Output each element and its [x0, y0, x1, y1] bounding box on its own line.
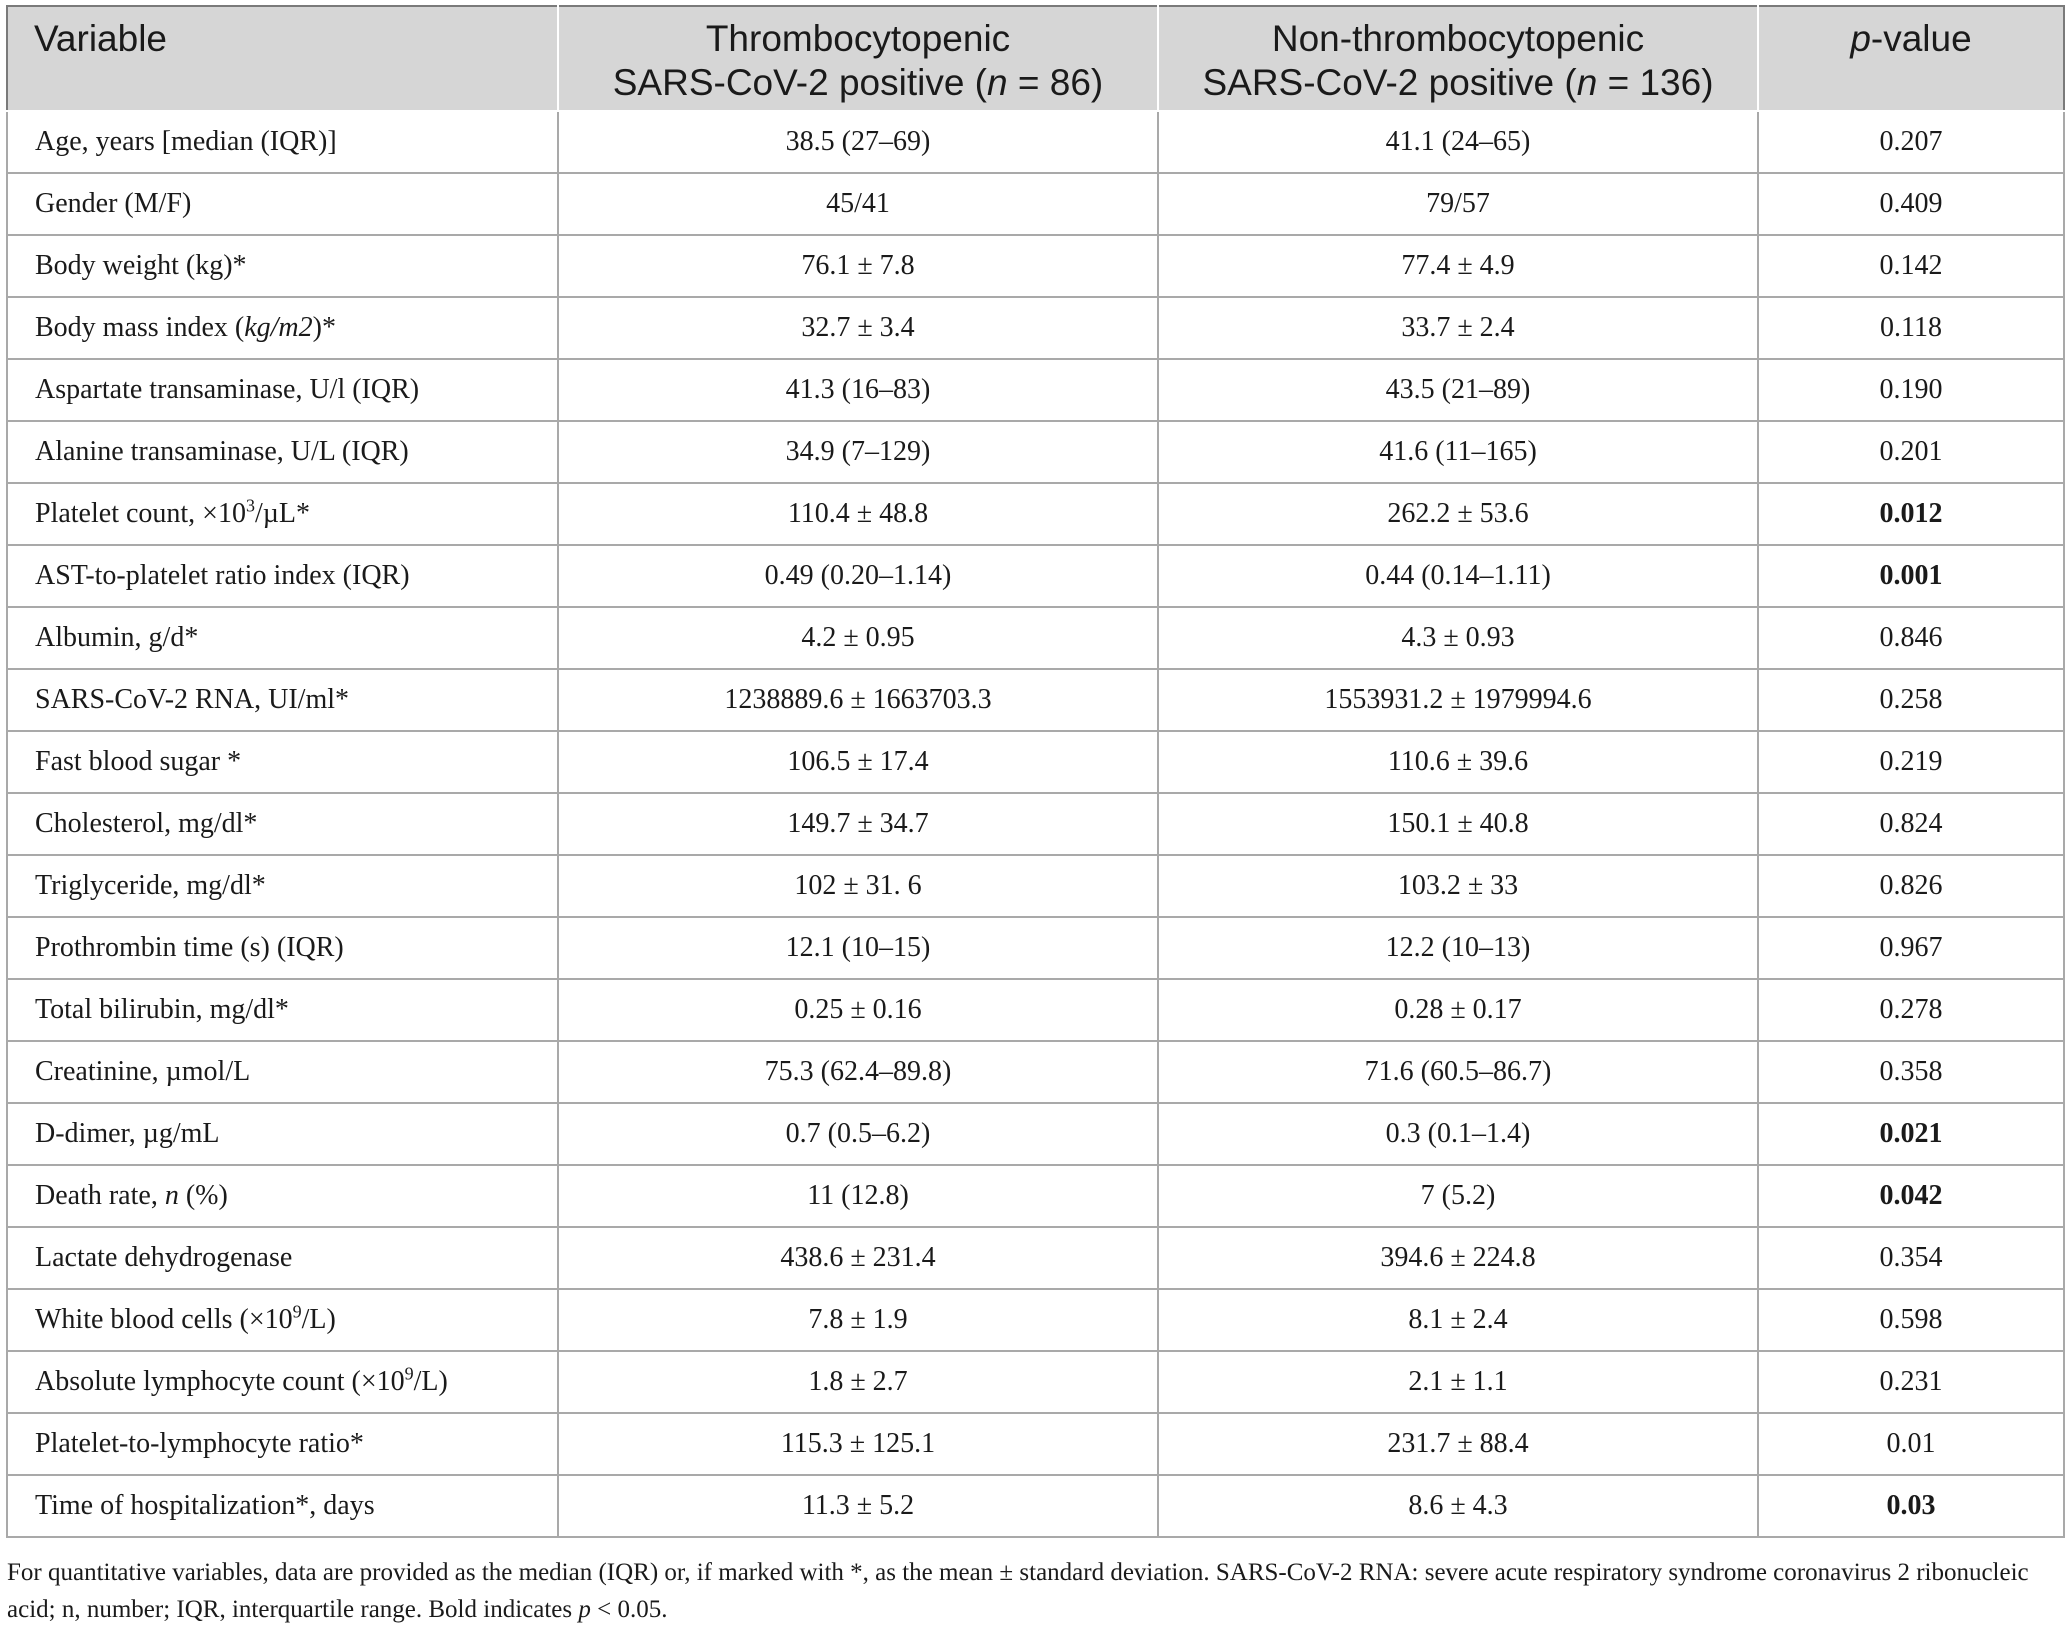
- table-row: [7, 979, 2064, 1041]
- cell-thrombocytopenic: 438.6 ± 231.4: [558, 1227, 1158, 1289]
- table-row: [7, 607, 2064, 669]
- cell-non-thrombocytopenic: 79/57: [1158, 173, 1758, 235]
- cell-p-value: 0.118: [1758, 297, 2064, 359]
- cell-non-thrombocytopenic: 103.2 ± 33: [1158, 855, 1758, 917]
- table-row: [7, 731, 2064, 793]
- table-row: [7, 359, 2064, 421]
- table-row: [7, 545, 2064, 607]
- cell-variable: [7, 1289, 558, 1351]
- cell-p-value: 0.042: [1758, 1165, 2064, 1227]
- cell-non-thrombocytopenic: 394.6 ± 224.8: [1158, 1227, 1758, 1289]
- cell-thrombocytopenic: 106.5 ± 17.4: [558, 731, 1158, 793]
- cell-non-thrombocytopenic: 150.1 ± 40.8: [1158, 793, 1758, 855]
- cell-non-thrombocytopenic: 0.44 (0.14–1.11): [1158, 545, 1758, 607]
- cell-non-thrombocytopenic: 0.3 (0.1–1.4): [1158, 1103, 1758, 1165]
- cell-thrombocytopenic: 12.1 (10–15): [558, 917, 1158, 979]
- table-header: [7, 6, 2064, 111]
- cell-non-thrombocytopenic: 0.28 ± 0.17: [1158, 979, 1758, 1041]
- header-p-italic: p: [1850, 18, 1871, 59]
- table-row: [7, 483, 2064, 545]
- table-row: [7, 1227, 2064, 1289]
- cell-p-value: 0.012: [1758, 483, 2064, 545]
- cell-variable: [7, 1165, 558, 1227]
- cell-variable-sup: 9: [292, 1301, 302, 1322]
- cell-p-value: 0.826: [1758, 855, 2064, 917]
- header-non-thrombocytopenic-line2: [1159, 61, 1757, 105]
- header-thrombocytopenic-text: [559, 7, 1157, 105]
- cell-thrombocytopenic: 45/41: [558, 173, 1158, 235]
- cell-variable: Total bilirubin, mg/dl*: [7, 979, 558, 1041]
- table-row: [7, 793, 2064, 855]
- cell-p-value: 0.354: [1758, 1227, 2064, 1289]
- table-row: [7, 855, 2064, 917]
- cell-thrombocytopenic: 115.3 ± 125.1: [558, 1413, 1158, 1475]
- cell-non-thrombocytopenic: 41.1 (24–65): [1158, 111, 1758, 173]
- table-row: [7, 1413, 2064, 1475]
- cell-non-thrombocytopenic: 41.6 (11–165): [1158, 421, 1758, 483]
- cell-variable-sup: 3: [245, 495, 255, 516]
- cell-p-value: 0.190: [1758, 359, 2064, 421]
- cell-p-value: 0.824: [1758, 793, 2064, 855]
- cell-variable: Cholesterol, mg/dl*: [7, 793, 558, 855]
- table-row: [7, 917, 2064, 979]
- header-non-thrombocytopenic-line1: Non-thrombocytopenic: [1271, 18, 1645, 59]
- cell-non-thrombocytopenic: 2.1 ± 1.1: [1158, 1351, 1758, 1413]
- header-p-rest: -value: [1870, 18, 1972, 59]
- cell-non-thrombocytopenic: 262.2 ± 53.6: [1158, 483, 1758, 545]
- cell-variable-pre: Platelet count, ×10: [35, 498, 246, 529]
- cell-p-value: 0.001: [1758, 545, 2064, 607]
- header-thrombo-n: n: [987, 62, 1008, 103]
- document-page: [6, 5, 2063, 1628]
- footnote-text: For quantitative variables, data are provided as the median (IQR) or, if marked with *, as the mean ± standard deviation. SARS-CoV-2 RNA: severe acute respiratory syndrome coronavirus 2 ribonucleic acid; n, number; IQR, interquartile range. Bold indicates: [7, 1559, 2029, 1623]
- cell-p-value: 0.03: [1758, 1475, 2064, 1537]
- cell-variable: Triglyceride, mg/dl*: [7, 855, 558, 917]
- table-body: [7, 111, 2064, 1537]
- cell-p-value: 0.201: [1758, 421, 2064, 483]
- cell-variable: Platelet-to-lymphocyte ratio*: [7, 1413, 558, 1475]
- cell-thrombocytopenic: 1.8 ± 2.7: [558, 1351, 1158, 1413]
- cell-non-thrombocytopenic: 77.4 ± 4.9: [1158, 235, 1758, 297]
- header-p-value: [1758, 6, 2064, 111]
- header-p-value-label: [1759, 7, 2063, 61]
- cell-variable: [7, 483, 558, 545]
- cell-variable: SARS-CoV-2 RNA, UI/ml*: [7, 669, 558, 731]
- cell-p-value: 0.207: [1758, 111, 2064, 173]
- cell-p-value: 0.358: [1758, 1041, 2064, 1103]
- cell-thrombocytopenic: 1238889.6 ± 1663703.3: [558, 669, 1158, 731]
- cell-variable-pre: Death rate,: [35, 1180, 165, 1211]
- cell-thrombocytopenic: 0.7 (0.5–6.2): [558, 1103, 1158, 1165]
- cell-thrombocytopenic: 0.49 (0.20–1.14): [558, 545, 1158, 607]
- cell-thrombocytopenic: 32.7 ± 3.4: [558, 297, 1158, 359]
- cell-variable-italic: n: [164, 1180, 179, 1211]
- cell-variable: Age, years [median (IQR)]: [7, 111, 558, 173]
- cell-non-thrombocytopenic: 4.3 ± 0.93: [1158, 607, 1758, 669]
- header-non-thrombocytopenic-text: [1159, 7, 1757, 105]
- cell-variable: Body weight (kg)*: [7, 235, 558, 297]
- cell-non-thrombocytopenic: 8.6 ± 4.3: [1158, 1475, 1758, 1537]
- header-row: [7, 6, 2064, 111]
- cell-thrombocytopenic: 4.2 ± 0.95: [558, 607, 1158, 669]
- cell-thrombocytopenic: 149.7 ± 34.7: [558, 793, 1158, 855]
- header-thrombocytopenic-line2: [559, 61, 1157, 105]
- cell-variable-post: /µL*: [254, 498, 310, 529]
- results-table: [6, 5, 2065, 1538]
- cell-p-value: 0.258: [1758, 669, 2064, 731]
- table-row: [7, 1289, 2064, 1351]
- cell-p-value: 0.598: [1758, 1289, 2064, 1351]
- cell-thrombocytopenic: 34.9 (7–129): [558, 421, 1158, 483]
- header-thrombocytopenic-line1: Thrombocytopenic: [705, 18, 1011, 59]
- cell-p-value: 0.021: [1758, 1103, 2064, 1165]
- cell-p-value: 0.409: [1758, 173, 2064, 235]
- table-footnote: [6, 1554, 2062, 1628]
- cell-thrombocytopenic: 11.3 ± 5.2: [558, 1475, 1158, 1537]
- footnote-p-italic: p: [578, 1596, 591, 1623]
- table-row: [7, 1041, 2064, 1103]
- cell-p-value: 0.231: [1758, 1351, 2064, 1413]
- cell-variable: Creatinine, µmol/L: [7, 1041, 558, 1103]
- cell-non-thrombocytopenic: 231.7 ± 88.4: [1158, 1413, 1758, 1475]
- cell-non-thrombocytopenic: 110.6 ± 39.6: [1158, 731, 1758, 793]
- cell-variable-post: )*: [312, 312, 336, 343]
- cell-variable: Aspartate transaminase, U/l (IQR): [7, 359, 558, 421]
- table-row: [7, 173, 2064, 235]
- header-thrombo-line2-pre: SARS-CoV-2 positive (: [612, 62, 987, 103]
- cell-thrombocytopenic: 102 ± 31. 6: [558, 855, 1158, 917]
- header-thrombocytopenic: [558, 6, 1158, 111]
- cell-thrombocytopenic: 75.3 (62.4–89.8): [558, 1041, 1158, 1103]
- table-row: [7, 1475, 2064, 1537]
- cell-variable-post: /L): [413, 1366, 448, 1397]
- cell-thrombocytopenic: 110.4 ± 48.8: [558, 483, 1158, 545]
- cell-p-value: 0.278: [1758, 979, 2064, 1041]
- cell-variable-pre: Absolute lymphocyte count (×10: [35, 1366, 405, 1397]
- cell-variable: [7, 297, 558, 359]
- header-nonthrombo-line2-post: = 136): [1597, 62, 1714, 103]
- cell-variable: AST-to-platelet ratio index (IQR): [7, 545, 558, 607]
- header-nonthrombo-n: n: [1576, 62, 1598, 103]
- header-nonthrombo-line2-pre: SARS-CoV-2 positive (: [1202, 62, 1577, 103]
- table-row: [7, 421, 2064, 483]
- table-row: [7, 111, 2064, 173]
- cell-variable-pre: White blood cells (×10: [35, 1304, 293, 1335]
- cell-thrombocytopenic: 7.8 ± 1.9: [558, 1289, 1158, 1351]
- cell-thrombocytopenic: 38.5 (27–69): [558, 111, 1158, 173]
- cell-variable: Time of hospitalization*, days: [7, 1475, 558, 1537]
- cell-variable-post: /L): [301, 1304, 336, 1335]
- cell-variable: Fast blood sugar *: [7, 731, 558, 793]
- cell-variable: Albumin, g/d*: [7, 607, 558, 669]
- cell-variable: [7, 1351, 558, 1413]
- cell-thrombocytopenic: 11 (12.8): [558, 1165, 1158, 1227]
- header-thrombo-line2-post: = 86): [1007, 62, 1104, 103]
- cell-thrombocytopenic: 41.3 (16–83): [558, 359, 1158, 421]
- cell-non-thrombocytopenic: 43.5 (21–89): [1158, 359, 1758, 421]
- header-variable-label: Variable: [34, 18, 168, 59]
- cell-p-value: 0.142: [1758, 235, 2064, 297]
- cell-variable: Gender (M/F): [7, 173, 558, 235]
- cell-variable: Lactate dehydrogenase: [7, 1227, 558, 1289]
- table-row: [7, 235, 2064, 297]
- table-row: [7, 669, 2064, 731]
- cell-thrombocytopenic: 0.25 ± 0.16: [558, 979, 1158, 1041]
- cell-p-value: 0.219: [1758, 731, 2064, 793]
- table-row: [7, 1165, 2064, 1227]
- cell-non-thrombocytopenic: 12.2 (10–13): [1158, 917, 1758, 979]
- cell-p-value: 0.967: [1758, 917, 2064, 979]
- header-variable: [7, 6, 558, 111]
- cell-thrombocytopenic: 76.1 ± 7.8: [558, 235, 1158, 297]
- cell-variable: Prothrombin time (s) (IQR): [7, 917, 558, 979]
- cell-variable: Alanine transaminase, U/L (IQR): [7, 421, 558, 483]
- cell-non-thrombocytopenic: 7 (5.2): [1158, 1165, 1758, 1227]
- cell-non-thrombocytopenic: 33.7 ± 2.4: [1158, 297, 1758, 359]
- cell-variable-sup: 9: [404, 1363, 414, 1384]
- table-row: [7, 1103, 2064, 1165]
- cell-variable-italic: kg/m2: [244, 312, 313, 343]
- cell-variable-post: (%): [178, 1180, 228, 1211]
- cell-non-thrombocytopenic: 1553931.2 ± 1979994.6: [1158, 669, 1758, 731]
- cell-non-thrombocytopenic: 8.1 ± 2.4: [1158, 1289, 1758, 1351]
- table-row: [7, 1351, 2064, 1413]
- footnote-text-end: < 0.05.: [590, 1596, 668, 1623]
- cell-variable: D-dimer, µg/mL: [7, 1103, 558, 1165]
- cell-p-value: 0.01: [1758, 1413, 2064, 1475]
- cell-non-thrombocytopenic: 71.6 (60.5–86.7): [1158, 1041, 1758, 1103]
- header-non-thrombocytopenic: [1158, 6, 1758, 111]
- cell-p-value: 0.846: [1758, 607, 2064, 669]
- cell-variable-pre: Body mass index (: [35, 312, 245, 343]
- table-row: [7, 297, 2064, 359]
